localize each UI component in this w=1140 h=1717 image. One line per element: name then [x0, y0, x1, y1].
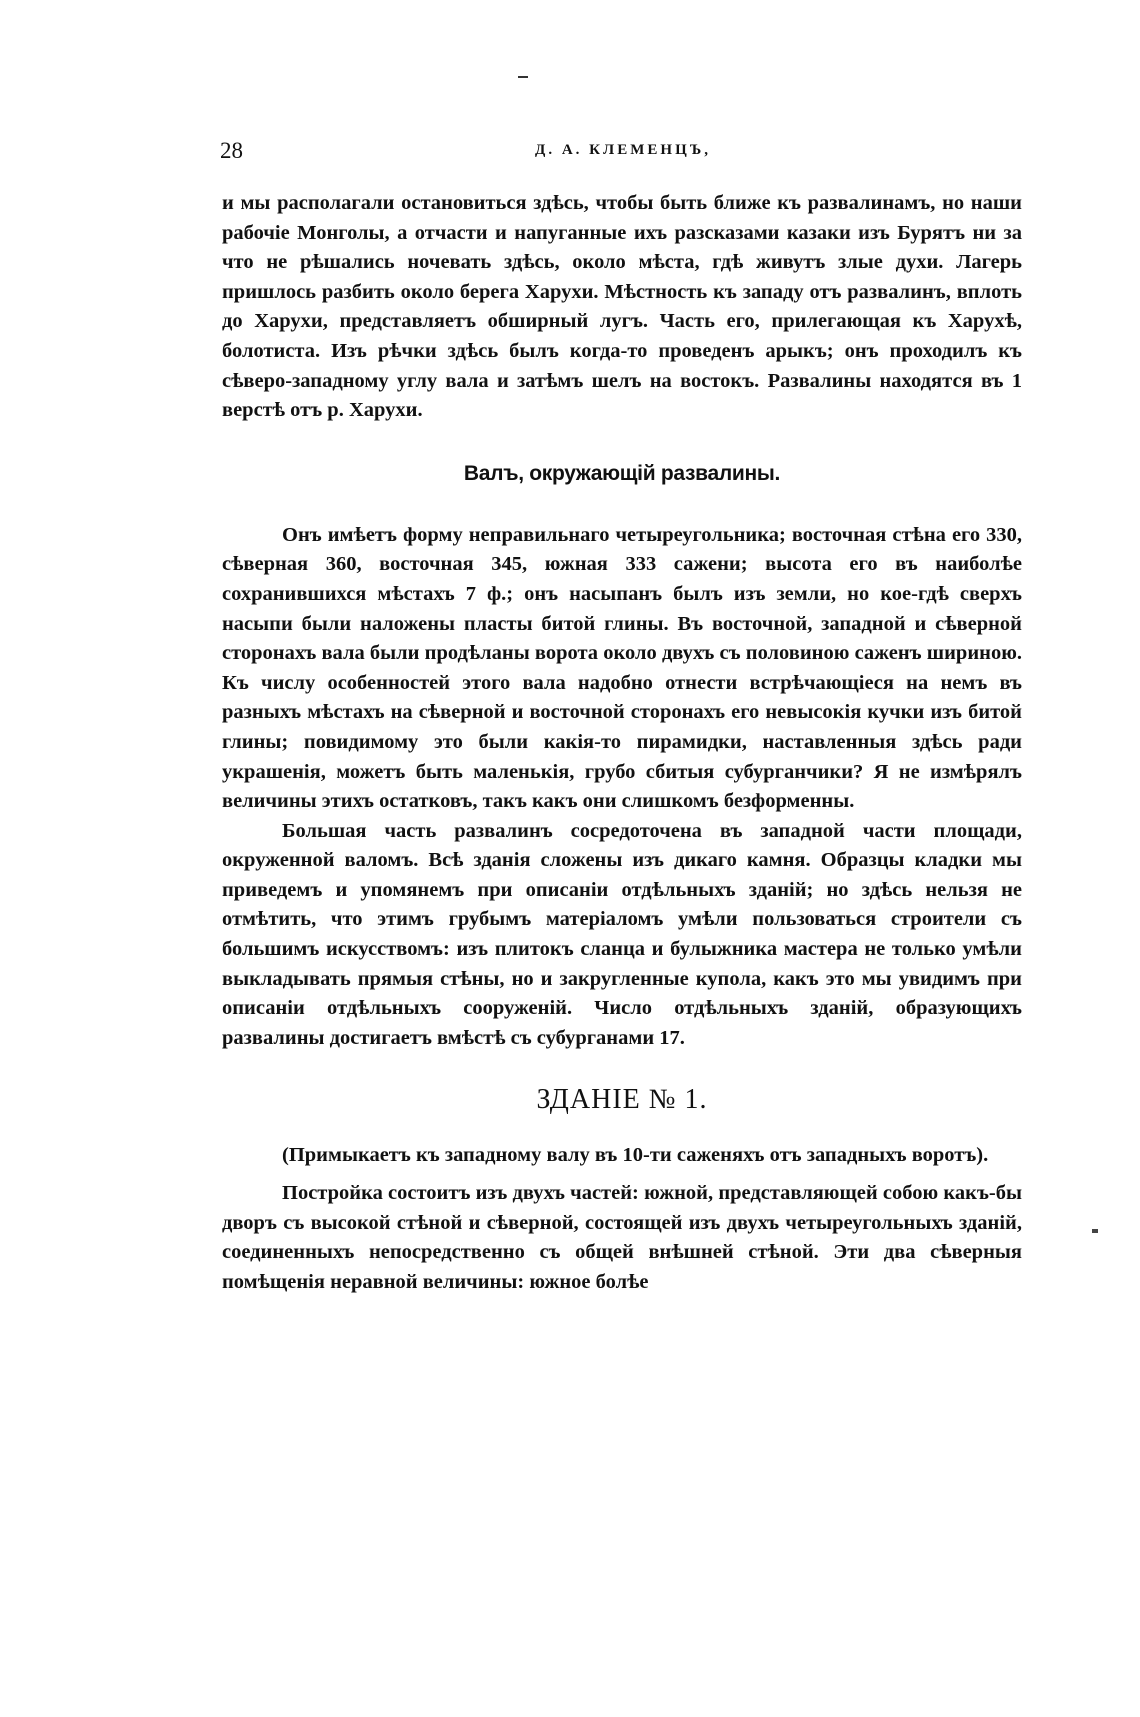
paragraph-ruins-overview: Большая часть развалинъ сосредоточена въ западной части площади, окруженной валомъ. Всѣ зданія сложены изъ дикаго камня. Образцы кладки мы приведемъ и упомянемъ при описаніи отдѣльныхъ зданій; но здѣсь нельзя не отмѣтить, что этимъ грубымъ матеріаломъ умѣли пользоваться строители съ большимъ искусствомъ: изъ плитокъ сланца и булыжника мастера не только умѣли выкладывать прямыя стѣны, но и закругленные купола, какъ это мы увидимъ при описаніи отдѣльныхъ сооруженій. Число отдѣльныхъ зданій, образующихъ развалины достигаетъ вмѣстѣ съ субурганами 17.	[222, 819, 1022, 1049]
paragraph-building-structure: Постройка состоитъ изъ двухъ частей: южной, представляющей собою какъ-бы дворъ съ высокой стѣной и сѣверной, состоящей изъ двухъ четыреугольныхъ зданій, соединенныхъ непосредственно съ общей внѣшней стѣной. Эти два сѣверныя помѣщенія неравной величины: южное болѣе	[222, 1182, 1022, 1293]
page-header	[220, 138, 1026, 170]
scan-artifact-top	[518, 76, 528, 78]
spacer	[222, 1171, 1022, 1179]
scan-artifact-edge	[1092, 1229, 1098, 1233]
paragraph-building-location: (Примыкаетъ къ западному валу въ 10-ти саженяхъ отъ западныхъ воротъ).	[282, 1144, 989, 1167]
section-heading-wall: Валъ, окружающій развалины.	[463, 461, 781, 485]
page-number: 28	[220, 138, 243, 163]
body-text	[222, 189, 1022, 1297]
section-heading-building-1: ЗДАНІЕ № 1.	[536, 1084, 708, 1116]
paragraph-wall-description: Онъ имѣетъ форму неправильнаго четыреугольника; восточная стѣна его 330, сѣверная 360, восточная 345, южная 333 сажени; высота его въ наиболѣе сохранившихся мѣстахъ 7 ф.; онъ насыпанъ былъ изъ земли, но кое-гдѣ сверхъ насыпи были наложены пласты битой глины. Въ восточной, западной и сѣверной сторонахъ вала были продѣланы ворота около двухъ съ половиною саженъ шириною. Къ числу особенностей этого вала надобно отнести встрѣчающіеся на немъ въ разныхъ мѣстахъ на сѣверной и восточной сторонахъ его невысокія кучки изъ битой глины; повидимому это были какія-то пирамидки, наставленныя здѣсь ради украшенія, можетъ быть маленькія, грубо сбитыя субурганчики? Я не измѣрялъ величины этихъ остатковъ, такъ какъ они слишкомъ безформенны.	[222, 523, 1022, 813]
paragraph-continuation: и мы располагали остановиться здѣсь, чтобы быть ближе къ развалинамъ, но наши рабочіе Монголы, а отчасти и напуганные ихъ разсказами казаки изъ Бурятъ ни за что не рѣшались ночевать здѣсь, около мѣста, гдѣ живутъ злые духи. Лагерь пришлось разбить около берега Харухи. Мѣстность къ западу отъ развалинъ, вплоть до Харухи, представляетъ обширный лугъ. Часть его, прилегающая къ Харухѣ, болотиста. Изъ рѣчки здѣсь былъ когда-то проведенъ арыкъ; онъ проходилъ къ сѣверо-западному углу вала и затѣмъ шелъ на востокъ. Развалины находятся въ 1 верстѣ отъ р. Харухи.	[222, 192, 1022, 422]
running-head: Д. А. КЛЕМЕНЦЪ,	[535, 142, 711, 158]
